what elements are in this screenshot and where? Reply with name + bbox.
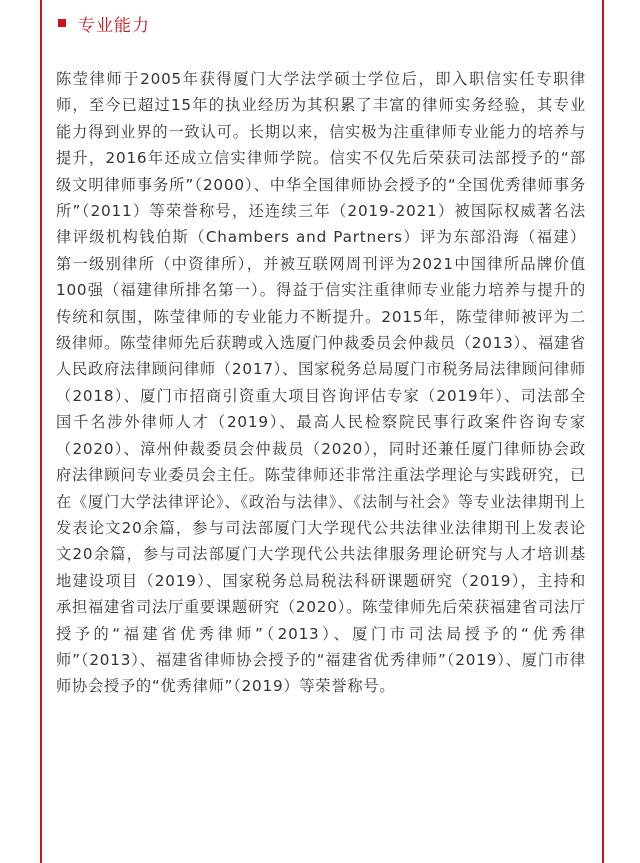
body-paragraph-text: 陈莹律师于2005年获得厦门大学法学硕士学位后，即入职信实任专职律师，至今已超过15年的执业经历为其积累了丰富的律师实务经验，其专业能力得到业界的一致认可。长期以来，信实极为注重律师专业能力的培养与提升，2016年还成立信实律师学院。信实不仅先后荣获司法部授予的“部级文明律师事务所”（2000）、中华全国律师协会授予的“全国优秀律师事务所”（2011）等荣誉称号，还连续三年（2019-2021）被国际权威著名法律评级机构钱伯斯（Chambers and Partners）评为东部沿海（福建）第一级别律所（中资律所），并被互联网周刊评为2021中国律所品牌价值100强（福建律所排名第一）。得益于信实注重律师专业能力培养与提升的传统和氛围，陈莹律师的专业能力不断提升。2015年，陈莹律师被评为二级律师。陈莹律师先后获聘或入选厦门仲裁委员会仲裁员（2013）、福建省人民政府法律顾问律师（2017）、国家税务总局厦门市税务局法律顾问律师（2018）、厦门市招商引资重大项目咨询评估专家（2019年）、司法部全国千名涉外律师人才（2019）、最高人民检察院民事行政案件咨询专家（2020）、漳州仲裁委员会仲裁员（2020），同时还兼任厦门律师协会政府法律顾问专业委员会主任。陈莹律师还非常注重法学理论与实践研究，已在《厦门大学法律评论》、《政治与法律》、《法制与社会》等专业法律期刊上发表论文20余篇，参与司法部厦门大学现代公共法律业法律期刊上发表论文20余篇，参与司法部厦门大学现代公共法律服务理论研究与人才培训基地建设项目（2019）、国家税务总局税法科研课题研究（2019），主持和承担福建省司法厅重要课题研究（2020）。陈莹律师先后荣获福建省司法厅授予的“福建省优秀律师”（2013）、厦门市司法局授予的“优秀律师”（2013）、福建省律师协会授予的“福建省优秀律师”（2019）、厦门市律师协会授予的“优秀律师”（2019）等荣誉称号。 [56,70,586,696]
left-border-line [40,0,42,863]
section-heading [58,10,150,36]
body-paragraph [56,66,586,700]
bullet-square-icon [58,19,66,27]
section-title: 专业能力 [78,15,150,36]
right-border-line [602,0,604,863]
